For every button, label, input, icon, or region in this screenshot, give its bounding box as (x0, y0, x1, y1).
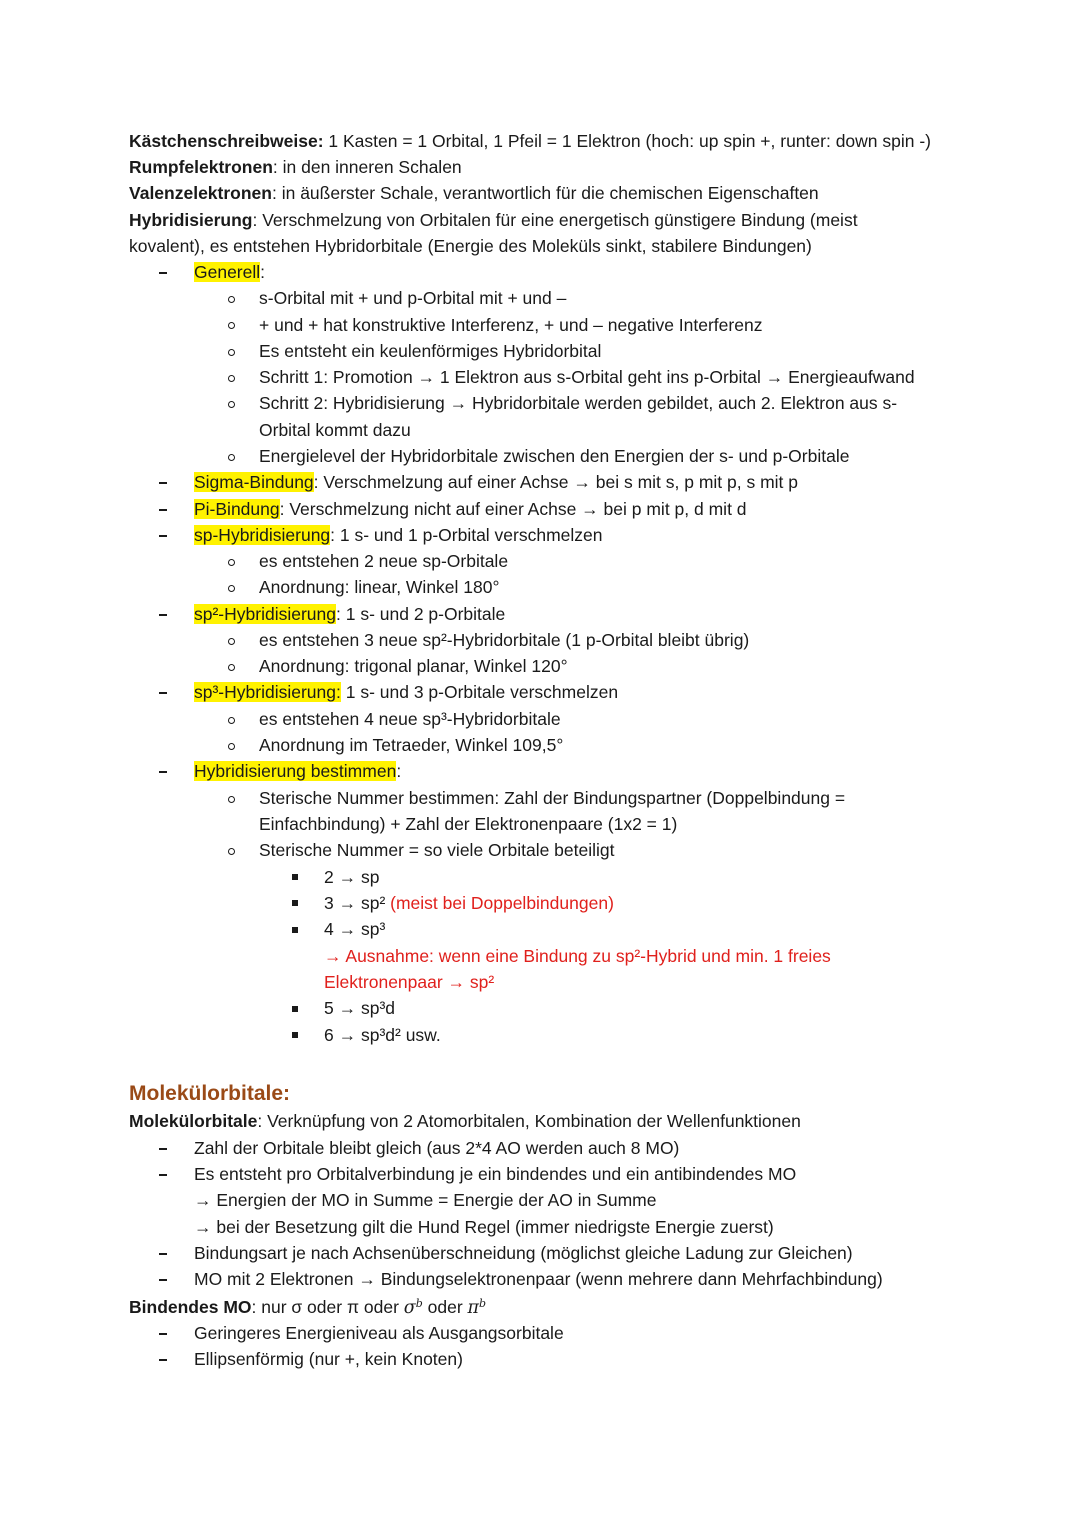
generell-item-5: Schritt 2: Hybridisierung → Hybridorbitale werden gebildet, auch 2. Elektron aus s- (259, 393, 898, 413)
circle-bullet (228, 401, 235, 408)
sigma-line (194, 469, 798, 495)
mo-definition (129, 1108, 801, 1134)
bindend-sup-1: b (415, 1297, 423, 1310)
text-hybrid-2: kovalent), es entstehen Hybridorbitale (Energie des Moleküls sinkt, stabilere Bindungen) (129, 236, 812, 256)
sp2-line (194, 601, 505, 627)
text-rumpf: : in den inneren Schalen (272, 157, 462, 177)
mo-def-text: : Verknüpfung von 2 Atomorbitalen, Kombination der Wellenfunktionen (257, 1111, 801, 1131)
circle-bullet (228, 717, 235, 724)
sp-label: sp-Hybridisierung (194, 525, 331, 545)
dash-bullet (159, 1148, 167, 1150)
rule-2-sp: 2 → sp (324, 867, 380, 887)
sp-line (194, 522, 603, 548)
dash-bullet (159, 482, 167, 484)
def-kaestchen (129, 128, 931, 154)
sp3-item-2: Anordnung im Tetraeder, Winkel 109,5° (259, 735, 564, 755)
sp3-label: sp³-Hybridisierung: (194, 682, 341, 702)
mo-item-4: MO mit 2 Elektronen → Bindungselektronenpaar (wenn mehrere dann Mehrfachbindung) (194, 1269, 883, 1289)
bindend-sigma: σ (403, 1298, 416, 1318)
generell-item-6: Energielevel der Hybridorbitale zwischen den Energien der s- und p-Orbitale (259, 446, 850, 466)
rule-5-sp3d: 5 → sp³d (324, 998, 395, 1018)
mo-item-2-sub-1: → Energien der MO in Summe = Energie der AO in Summe (194, 1190, 657, 1210)
mo-item-2-sub-2: → bei der Besetzung gilt die Hund Regel (immer niedrigste Energie zuerst) (194, 1217, 774, 1237)
dash-bullet (159, 1279, 167, 1281)
bindend-term: Bindendes MO (129, 1297, 252, 1317)
mo-item-2: Es entsteht pro Orbitalverbindung je ein bindendes und ein antibindendes MO (194, 1164, 797, 1184)
term-kaestchen: Kästchenschreibweise: (129, 131, 324, 151)
generell-item-1: s-Orbital mit + und p-Orbital mit + und – (259, 288, 567, 308)
sp3-line (194, 679, 618, 705)
generell-item-5-cont: Orbital kommt dazu (259, 420, 411, 440)
generell-item-4: Schritt 1: Promotion → 1 Elektron aus s-Orbital geht ins p-Orbital → Energieaufwand (259, 367, 915, 387)
bindend-text: : nur σ oder π oder (251, 1297, 404, 1317)
dash-bullet (159, 1359, 167, 1361)
term-valenz: Valenzelektronen (129, 183, 272, 203)
rule-6-sp3d2: 6 → sp³d² usw. (324, 1025, 441, 1045)
mo-item-1: Zahl der Orbitale bleibt gleich (aus 2*4 AO werden auch 8 MO) (194, 1138, 680, 1158)
circle-bullet (228, 664, 235, 671)
term-hybrid: Hybridisierung (129, 210, 253, 230)
sp3-text: 1 s- und 3 p-Orbitale verschmelzen (340, 682, 619, 702)
text-valenz: : in äußerster Schale, verantwortlich für die chemischen Eigenschaften (271, 183, 819, 203)
dash-bullet (159, 771, 167, 773)
square-bullet (292, 1032, 298, 1038)
circle-bullet (228, 585, 235, 592)
sp3-item-1: es entstehen 4 neue sp³-Hybridorbitale (259, 709, 561, 729)
bindend-item-1: Geringeres Energieniveau als Ausgangsorbitale (194, 1323, 564, 1343)
def-rumpf (129, 154, 462, 180)
bestimmen-item-1-line-1: Sterische Nummer bestimmen: Zahl der Bindungspartner (Doppelbindung = (259, 788, 846, 808)
exception-line-2: Elektronenpaar → sp² (324, 972, 495, 992)
generell-item-3: Es entsteht ein keulenförmiges Hybridorbital (259, 341, 602, 361)
bindendes-mo-definition (129, 1294, 486, 1321)
circle-bullet (228, 743, 235, 750)
sp-item-1: es entstehen 2 neue sp-Orbitale (259, 551, 509, 571)
circle-bullet (228, 848, 235, 855)
mo-def-term: Molekülorbitale (129, 1111, 258, 1131)
sp2-item-2: Anordnung: trigonal planar, Winkel 120° (259, 656, 568, 676)
dash-bullet (159, 535, 167, 537)
rule-3-note: (meist bei Doppelbindungen) (385, 893, 614, 913)
def-hybrid (129, 207, 858, 233)
text-kaestchen: 1 Kasten = 1 Orbital, 1 Pfeil = 1 Elektron (hoch: up spin +, runter: down spin -) (323, 131, 932, 151)
square-bullet (292, 900, 298, 906)
dash-bullet (159, 509, 167, 511)
square-bullet (292, 927, 298, 933)
generell-colon: : (260, 262, 266, 282)
sigma-label: Sigma-Bindung (194, 472, 314, 492)
dash-bullet (159, 1333, 167, 1335)
bindend-or: oder (422, 1297, 468, 1317)
exception-line-1: → Ausnahme: wenn eine Bindung zu sp²-Hybrid und min. 1 freies (324, 946, 831, 966)
bestimmen-colon: : (396, 761, 402, 781)
bindend-sup-2: b (479, 1297, 487, 1310)
circle-bullet (228, 559, 235, 566)
sigma-text: : Verschmelzung auf einer Achse → bei s mit s, p mit p, s mit p (313, 472, 799, 492)
circle-bullet (228, 296, 235, 303)
sp2-text: : 1 s- und 2 p-Orbitale (336, 604, 506, 624)
bestimmen-label: Hybridisierung bestimmen (194, 761, 397, 781)
circle-bullet (228, 349, 235, 356)
dash-bullet (159, 692, 167, 694)
section-heading-molekuelorbitale: Molekülorbitale: (129, 1082, 291, 1105)
generell-heading (194, 259, 265, 285)
circle-bullet (228, 796, 235, 803)
dash-bullet (159, 272, 167, 274)
bestimmen-item-2: Sterische Nummer = so viele Orbitale beteiligt (259, 840, 615, 860)
pi-text: : Verschmelzung nicht auf einer Achse → bei p mit p, d mit d (279, 499, 747, 519)
sp2-label: sp²-Hybridisierung (194, 604, 336, 624)
square-bullet (292, 874, 298, 880)
circle-bullet (228, 322, 235, 329)
mo-item-3: Bindungsart je nach Achsenüberschneidung (möglichst gleiche Ladung zur Gleichen) (194, 1243, 853, 1263)
rule-3-sp2 (324, 890, 614, 916)
generell-item-2: + und + hat konstruktive Interferenz, + und – negative Interferenz (259, 315, 763, 335)
square-bullet (292, 1006, 298, 1012)
pi-label: Pi-Bindung (194, 499, 280, 519)
circle-bullet (228, 454, 235, 461)
circle-bullet (228, 375, 235, 382)
rule-3-text: 3 → sp² (324, 893, 386, 913)
dash-bullet (159, 614, 167, 616)
term-rumpf: Rumpfelektronen (129, 157, 273, 177)
rule-4-sp3: 4 → sp³ (324, 919, 386, 939)
dash-bullet (159, 1253, 167, 1255)
sp2-item-1: es entstehen 3 neue sp²-Hybridorbitale (1 p-Orbital bleibt übrig) (259, 630, 750, 650)
dash-bullet (159, 1174, 167, 1176)
bindend-item-2: Ellipsenförmig (nur +, kein Knoten) (194, 1349, 463, 1369)
pi-line (194, 496, 747, 522)
text-hybrid-1: : Verschmelzung von Orbitalen für eine energetisch günstigere Bindung (meist (252, 210, 858, 230)
def-valenz (129, 180, 819, 206)
sp-text: : 1 s- und 1 p-Orbital verschmelzen (330, 525, 603, 545)
bindend-pi: π (467, 1298, 480, 1318)
sp-item-2: Anordnung: linear, Winkel 180° (259, 577, 500, 597)
circle-bullet (228, 638, 235, 645)
bestimmen-heading (194, 758, 401, 784)
generell-label: Generell (194, 262, 261, 282)
bestimmen-item-1-line-2: Einfachbindung) + Zahl der Elektronenpaare (1x2 = 1) (259, 814, 678, 834)
